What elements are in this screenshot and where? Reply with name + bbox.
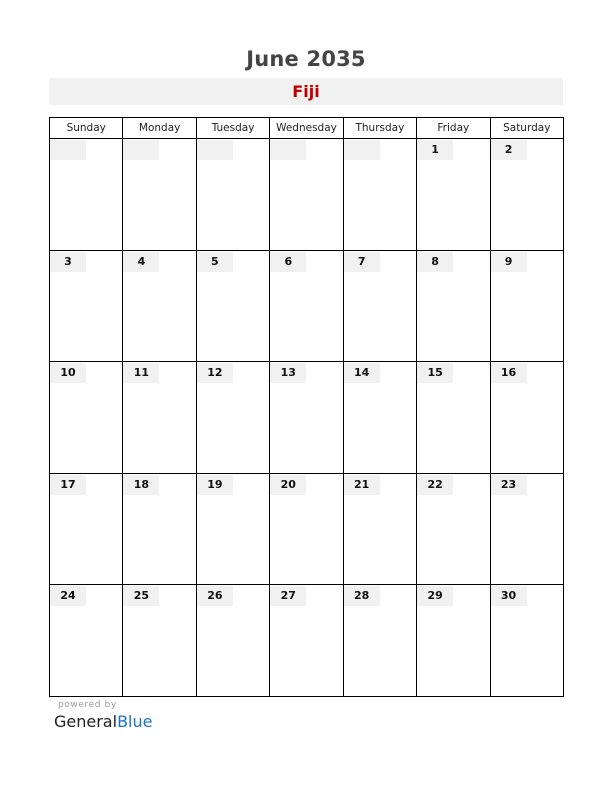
day-cell [196,473,269,585]
day-number: 18 [123,475,159,495]
day-number: 1 [417,140,453,160]
day-cell [270,250,343,362]
day-cell [343,139,416,251]
day-number: 15 [417,363,453,383]
calendar-grid [49,117,564,697]
day-cell [196,139,269,251]
week-row [50,139,564,251]
week-row [50,585,564,697]
day-number: 23 [491,475,527,495]
country-banner [49,78,563,105]
brand-general: General [54,712,118,731]
day-cell [417,139,490,251]
day-number: 5 [197,252,233,272]
day-cell [270,473,343,585]
weekday-tuesday: Tuesday [196,118,269,139]
day-number: 27 [270,586,306,606]
day-cell [50,585,123,697]
day-number: 16 [491,363,527,383]
day-number: 20 [270,475,306,495]
weekday-sunday: Sunday [50,118,123,139]
day-number: 8 [417,252,453,272]
day-number: 19 [197,475,233,495]
day-cell [490,473,563,585]
day-number: 21 [344,475,380,495]
day-cell [50,473,123,585]
weekday-wednesday: Wednesday [270,118,343,139]
day-cell [50,250,123,362]
day-number: 14 [344,363,380,383]
day-number: 13 [270,363,306,383]
week-row [50,473,564,585]
day-cell [270,362,343,474]
day-cell [490,139,563,251]
weekday-friday: Friday [417,118,490,139]
day-number [123,140,159,160]
day-cell [490,250,563,362]
day-number: 10 [50,363,86,383]
day-number: 30 [491,586,527,606]
day-number: 9 [491,252,527,272]
day-number: 11 [123,363,159,383]
powered-by-text: powered by [58,700,117,710]
day-cell [417,473,490,585]
day-number [270,140,306,160]
day-cell [417,585,490,697]
country-name: Fiji [292,82,320,101]
day-cell [343,250,416,362]
day-number: 17 [50,475,86,495]
page-title: June 2035 [246,47,366,71]
day-number: 22 [417,475,453,495]
day-cell [343,362,416,474]
brand-blue: Blue [117,712,153,731]
day-cell [123,250,196,362]
week-row [50,362,564,474]
weekday-header-row [50,118,564,139]
day-cell [123,585,196,697]
day-cell [50,362,123,474]
day-number: 26 [197,586,233,606]
day-cell [490,362,563,474]
day-cell [343,473,416,585]
week-row [50,250,564,362]
day-number: 12 [197,363,233,383]
day-number: 29 [417,586,453,606]
day-number [197,140,233,160]
day-cell [123,139,196,251]
weekday-thursday: Thursday [343,118,416,139]
day-cell [417,362,490,474]
day-number: 2 [491,140,527,160]
day-cell [343,585,416,697]
day-number: 28 [344,586,380,606]
day-number [50,140,86,160]
day-number: 4 [123,252,159,272]
day-number: 6 [270,252,306,272]
day-cell [196,585,269,697]
day-number: 7 [344,252,380,272]
day-cell [123,362,196,474]
day-number: 25 [123,586,159,606]
weekday-monday: Monday [123,118,196,139]
day-cell [270,139,343,251]
weekday-saturday: Saturday [490,118,563,139]
day-number: 3 [50,252,86,272]
day-cell [270,585,343,697]
day-number: 24 [50,586,86,606]
day-number [344,140,380,160]
day-cell [123,473,196,585]
day-cell [490,585,563,697]
day-cell [196,250,269,362]
day-cell [417,250,490,362]
day-cell [50,139,123,251]
brand-logo[interactable] [54,712,152,731]
day-cell [196,362,269,474]
